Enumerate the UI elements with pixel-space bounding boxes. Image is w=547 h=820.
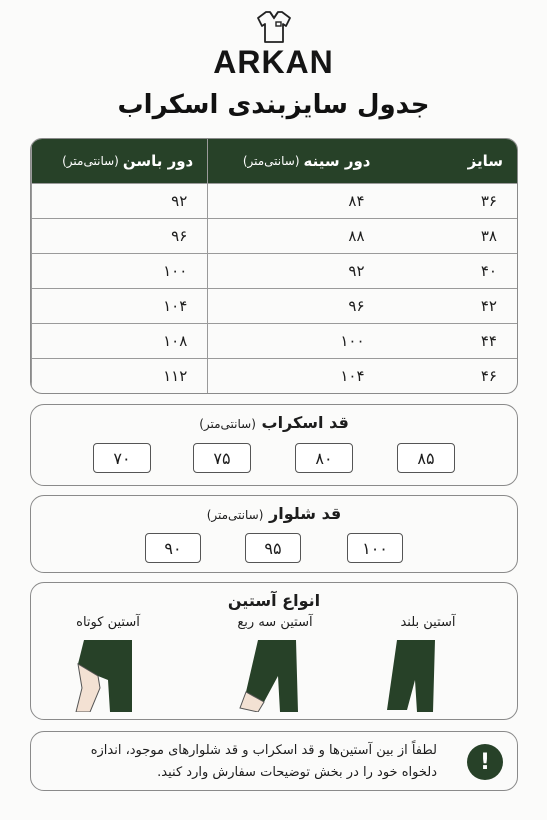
table-row — [31, 288, 517, 323]
cell-size: ۳۸ — [480, 227, 497, 245]
cell-chest: ۸۸ — [207, 219, 384, 253]
brand-name: ARKAN — [213, 44, 334, 80]
table-row — [31, 218, 517, 253]
sleeve-label-long: آستین بلند — [400, 615, 456, 630]
size-table — [30, 138, 518, 394]
table-header — [31, 139, 517, 183]
pants-length-panel — [30, 495, 518, 573]
cell-size: ۴۶ — [480, 367, 497, 385]
exclamation-icon: ! — [467, 744, 503, 780]
table-row — [31, 323, 517, 358]
short-sleeve-icon — [70, 640, 140, 712]
three-quarter-sleeve-icon — [238, 640, 308, 712]
table-row — [31, 183, 517, 218]
scrub-length-option[interactable]: ۸۰ — [295, 443, 353, 473]
note-box — [30, 731, 518, 791]
cell-chest: ۱۰۰ — [207, 324, 384, 358]
cell-size: ۳۶ — [480, 192, 497, 210]
cell-hip: ۹۶ — [31, 219, 207, 253]
table-row — [31, 358, 517, 393]
sleeve-label-short: آستین کوتاه — [76, 615, 140, 630]
scrub-length-option[interactable]: ۷۵ — [193, 443, 251, 473]
cell-chest: ۱۰۴ — [207, 359, 384, 393]
sleeve-types-title: انواع آستین — [227, 591, 321, 610]
long-sleeve-icon — [375, 640, 445, 712]
shirt-icon — [254, 6, 294, 46]
note-text: لطفاً از بین آستین‌ها و قد اسکراب و قد شلوارهای موجود، اندازه دلخواه خود را در بخش توضیحات سفارش وارد کنید. — [90, 743, 437, 780]
header-hip: دور باسن (سانتی‌متر) — [31, 139, 207, 183]
page-title: جدول سایزبندی اسکراب — [117, 90, 430, 120]
scrub-length-title: قد اسکراب (سانتی‌متر) — [199, 413, 349, 432]
header-chest: دور سینه (سانتی‌متر) — [207, 139, 384, 183]
pants-length-option[interactable]: ۹۰ — [145, 533, 201, 563]
cell-hip: ۱۱۲ — [31, 359, 207, 393]
pants-length-option[interactable]: ۹۵ — [245, 533, 301, 563]
sleeve-label-three-quarter: آستین سه ربع — [237, 615, 313, 630]
scrub-length-panel — [30, 404, 518, 486]
cell-hip: ۱۰۴ — [31, 289, 207, 323]
pants-length-title: قد شلوار (سانتی‌متر) — [206, 504, 342, 523]
cell-size: ۴۲ — [480, 297, 497, 315]
cell-size: ۴۴ — [480, 332, 497, 350]
header-size: سایز — [467, 152, 503, 170]
cell-size: ۴۰ — [480, 262, 497, 280]
cell-hip: ۱۰۰ — [31, 254, 207, 288]
cell-chest: ۹۲ — [207, 254, 384, 288]
cell-chest: ۸۴ — [207, 184, 384, 218]
cell-hip: ۱۰۸ — [31, 324, 207, 358]
cell-hip: ۹۲ — [31, 184, 207, 218]
pants-length-option[interactable]: ۱۰۰ — [347, 533, 403, 563]
table-row — [31, 253, 517, 288]
cell-chest: ۹۶ — [207, 289, 384, 323]
scrub-length-option[interactable]: ۷۰ — [93, 443, 151, 473]
scrub-length-option[interactable]: ۸۵ — [397, 443, 455, 473]
